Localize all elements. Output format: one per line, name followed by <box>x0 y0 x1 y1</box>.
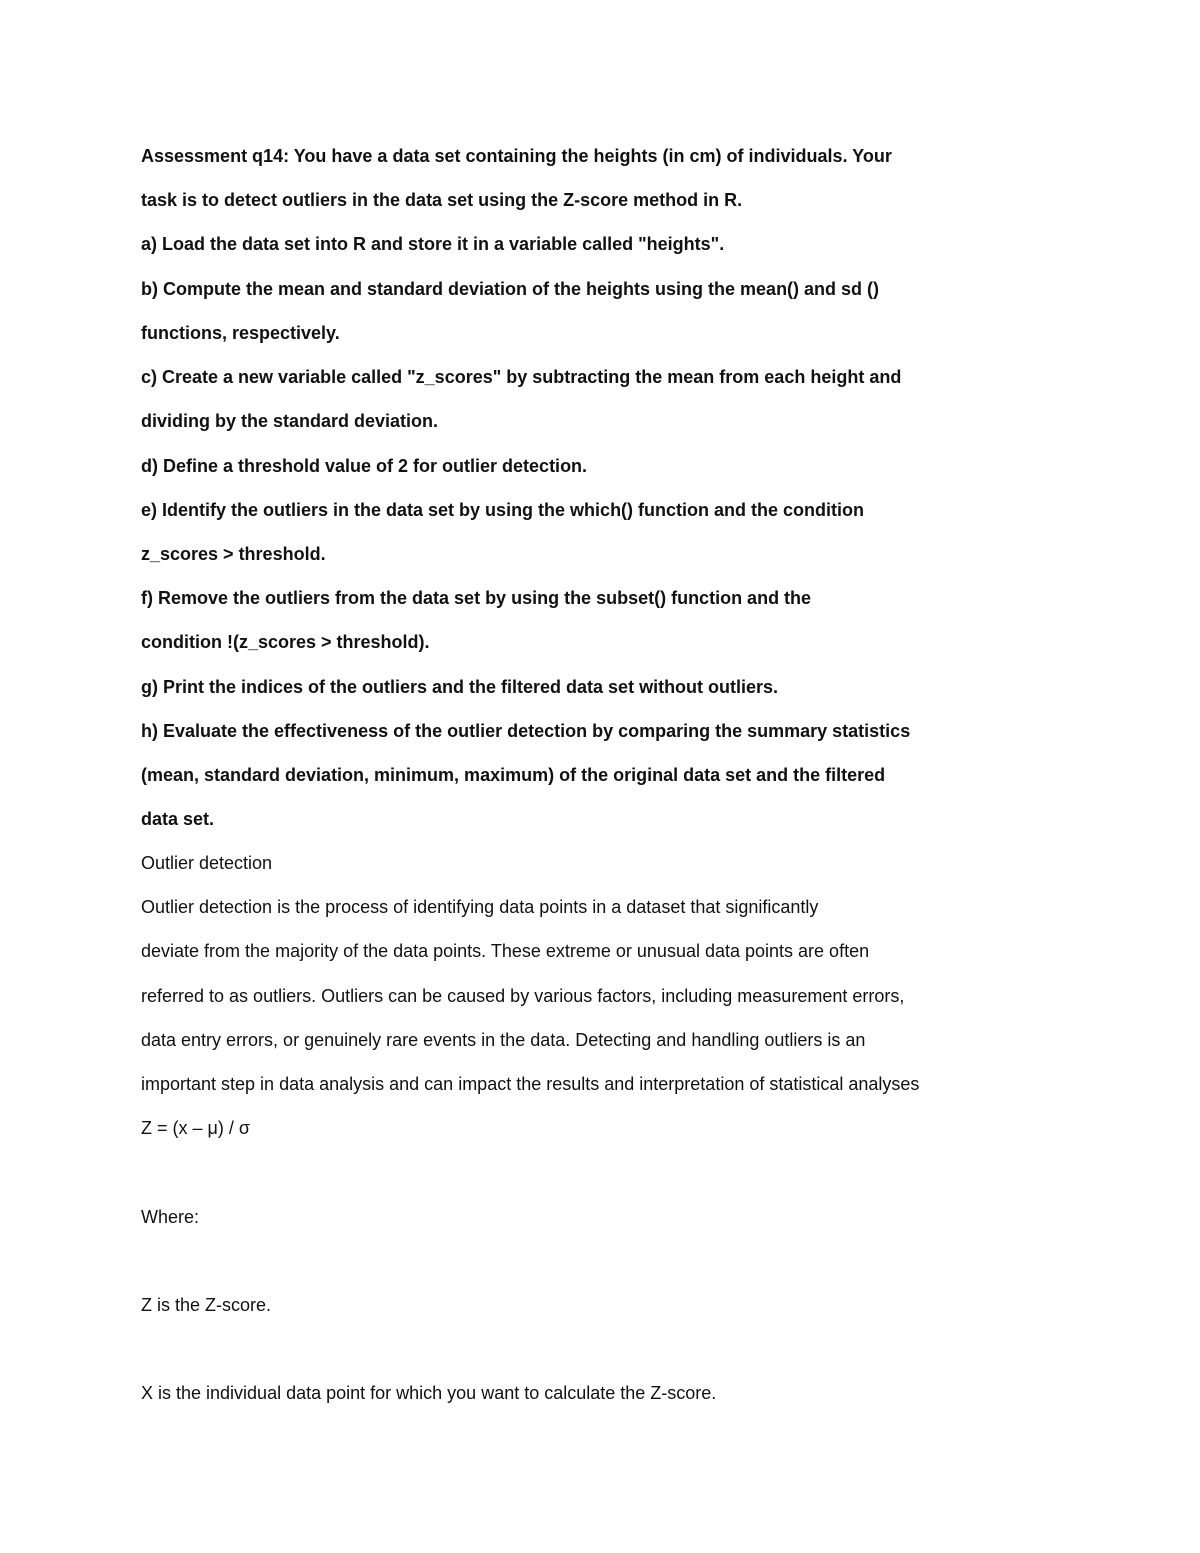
question-line-1: Assessment q14: You have a data set containing the heights (in cm) of individuals. Your <box>141 146 892 166</box>
question-part-f-cont: condition !(z_scores > threshold). <box>141 632 430 652</box>
question-part-e-cont: z_scores > threshold. <box>141 544 326 564</box>
z-score-formula: Z = (x – μ) / σ <box>141 1118 250 1138</box>
question-part-f: f) Remove the outliers from the data set by using the subset() function and the <box>141 588 812 608</box>
question-part-h: h) Evaluate the effectiveness of the outlier detection by comparing the summary statistics <box>141 721 911 741</box>
answer-paragraph-line-5: important step in data analysis and can impact the results and interpretation of statistical analyses <box>141 1074 920 1094</box>
answer-paragraph-line-4: data entry errors, or genuinely rare events in the data. Detecting and handling outliers is an <box>141 1030 866 1050</box>
answer-paragraph-line-3: referred to as outliers. Outliers can be caused by various factors, including measurement errors, <box>141 986 905 1006</box>
question-part-b-cont: functions, respectively. <box>141 323 340 343</box>
question-line-2: task is to detect outliers in the data set using the Z-score method in R. <box>141 190 743 210</box>
answer-heading: Outlier detection <box>141 853 273 873</box>
where-label: Where: <box>141 1207 200 1227</box>
question-part-h-end: data set. <box>141 809 215 829</box>
answer-paragraph-line-2: deviate from the majority of the data points. These extreme or unusual data points are often <box>141 941 870 961</box>
answer-paragraph-line-1: Outlier detection is the process of identifying data points in a dataset that significantly <box>141 897 819 917</box>
x-definition: X is the individual data point for which you want to calculate the Z-score. <box>141 1383 717 1403</box>
question-part-g: g) Print the indices of the outliers and the filtered data set without outliers. <box>141 677 779 697</box>
question-part-e: e) Identify the outliers in the data set by using the which() function and the condition <box>141 500 865 520</box>
question-part-b: b) Compute the mean and standard deviation of the heights using the mean() and sd () <box>141 279 880 299</box>
question-part-h-cont: (mean, standard deviation, minimum, maximum) of the original data set and the filtered <box>141 765 886 785</box>
z-definition: Z is the Z-score. <box>141 1295 272 1315</box>
question-part-d: d) Define a threshold value of 2 for outlier detection. <box>141 456 588 476</box>
question-part-a: a) Load the data set into R and store it in a variable called "heights". <box>141 234 725 254</box>
question-part-c-cont: dividing by the standard deviation. <box>141 411 439 431</box>
question-part-c: c) Create a new variable called "z_scores" by subtracting the mean from each height and <box>141 367 902 387</box>
